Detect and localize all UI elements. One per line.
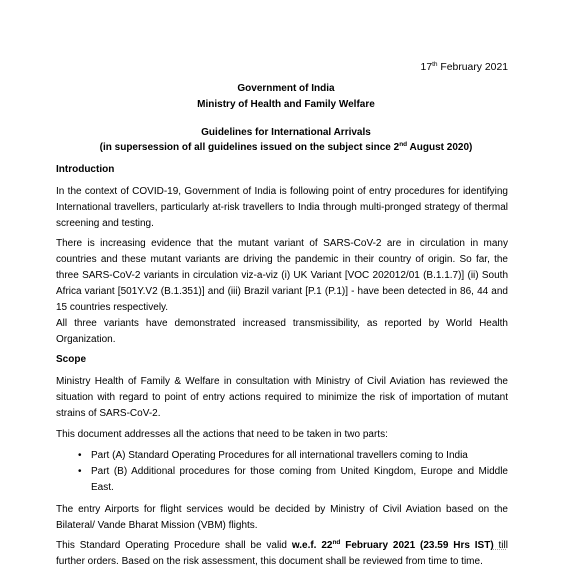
title-line-2 [0, 142, 572, 153]
title-line-1: Guidelines for International Arrivals [201, 127, 371, 138]
date-day: 17 [420, 62, 433, 73]
title-line-2-pre: (in supersession of all guidelines issued on the subject since 2 [99, 142, 400, 153]
scope-paragraph-4 [56, 538, 508, 570]
header-ministry: Ministry of Health and Family Welfare [197, 99, 375, 110]
title-line-2-post: August 2020) [407, 142, 473, 153]
scope-paragraph-3: The entry Airports for flight services would be decided by Ministry of Civil Aviation based on the Bilateral/ Vande Bharat Mission (VBM) flights. [56, 504, 508, 531]
date-suffix: th [432, 61, 438, 68]
validity-date-sup: nd [332, 539, 341, 546]
scope-paragraph-1: Ministry Health of Family & Welfare in consultation with Ministry of Civil Aviation has reviewed the situation with regard to point of entry actions required to minimize the risk of importation of mutant strains of SARS-CoV-2. [56, 376, 508, 419]
validity-date-bold [292, 540, 494, 551]
scope-bullet-list [56, 448, 508, 496]
validity-date-rest: February 2021 (23.59 Hrs IST) [340, 540, 494, 551]
document-date [421, 62, 508, 73]
title-line-2-sup: nd [399, 141, 408, 148]
date-month-year: February 2021 [437, 62, 508, 73]
introduction-paragraph-1: In the context of COVID-19, Government of India is following point of entry procedures for identifying International travellers, particularly at-risk travellers to India through multi-pronged strategy of thermal screening and testing. [56, 186, 508, 229]
header-org: Government of India [237, 83, 335, 94]
validity-text-pre: This Standard Operating Procedure shall be valid [56, 540, 292, 551]
list-item: • Part (A) Standard Operating Procedures for all international travellers coming to India [56, 448, 508, 464]
scope-heading: Scope [56, 354, 87, 365]
validity-text-post: further orders. Based on the risk assessment, this document shall be reviewed from time to time. [56, 556, 483, 567]
introduction-heading: Introduction [56, 164, 115, 175]
scope-paragraph-2: This document addresses all the actions that need to be taken in two parts: [56, 429, 388, 440]
introduction-paragraph-2: There is increasing evidence that the mutant variant of SARS-CoV-2 are in circulation in many countries and these mutant variants are driving the pandemic in their country of origin. So far, the three SARS-CoV-2 variants in circulation viz-a-viz (i) UK Variant [VOC 202012/01 (B.1.1.7)] (ii) South Africa variant [501Y.V2 (B.1.351)] and (iii) Brazil variant [P.1 (P.1)] - have been detected in 86, 44 and 15 countries respectively. [56, 238, 508, 313]
validity-till: till [493, 540, 508, 551]
list-item: • Part (B) Additional procedures for those coming from United Kingdom, Europe and Middle East. [56, 464, 508, 496]
validity-date-day: w.e.f. 22 [291, 540, 333, 551]
introduction-paragraph-3: All three variants have demonstrated increased transmissibility, as reported by World Health Organization. [56, 318, 508, 345]
